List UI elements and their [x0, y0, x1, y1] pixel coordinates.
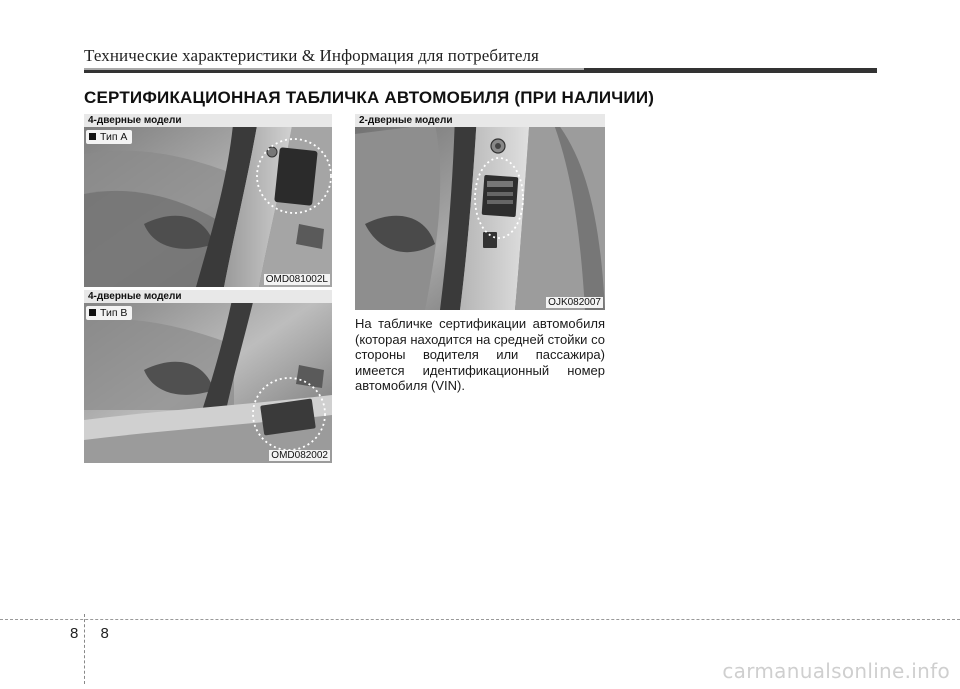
figure-type-text: Тип B	[100, 307, 128, 319]
footer-divider	[0, 619, 960, 620]
watermark: carmanualsonline.info	[722, 659, 950, 683]
figure-4door-type-b	[84, 290, 332, 463]
header-rule-highlight	[84, 68, 584, 70]
section-title: СЕРТИФИКАЦИОННАЯ ТАБЛИЧКА АВТОМОБИЛЯ (ПРИ НАЛИЧИИ)	[84, 88, 655, 107]
figure-label: 2-дверные модели	[355, 114, 605, 127]
door-pillar-2door-illustration	[355, 114, 605, 310]
figure-code: OMD081002L	[265, 274, 328, 285]
figure-type-badge	[86, 130, 132, 144]
figure-type-badge	[86, 306, 132, 320]
figure-code: OMD082002	[271, 450, 328, 461]
page-number: 8 8	[70, 625, 118, 642]
figure-type-text: Тип A	[100, 131, 128, 143]
header-title: Технические характеристики & Информация для потребителя	[84, 46, 539, 65]
figure-2door	[355, 114, 605, 310]
figure-label: 4-дверные модели	[84, 114, 332, 127]
square-bullet-icon	[89, 309, 96, 316]
figure-code: OJK082007	[548, 297, 601, 308]
figure-4door-type-a	[84, 114, 332, 287]
square-bullet-icon	[89, 133, 96, 140]
certification-label-description: На табличке сертификации автомобиля (которая находится на средней стойки со стороны водителя или пассажира) имеется идентификационный номер автомобиля (VIN).	[355, 316, 605, 393]
figure-label: 4-дверные модели	[84, 290, 332, 303]
